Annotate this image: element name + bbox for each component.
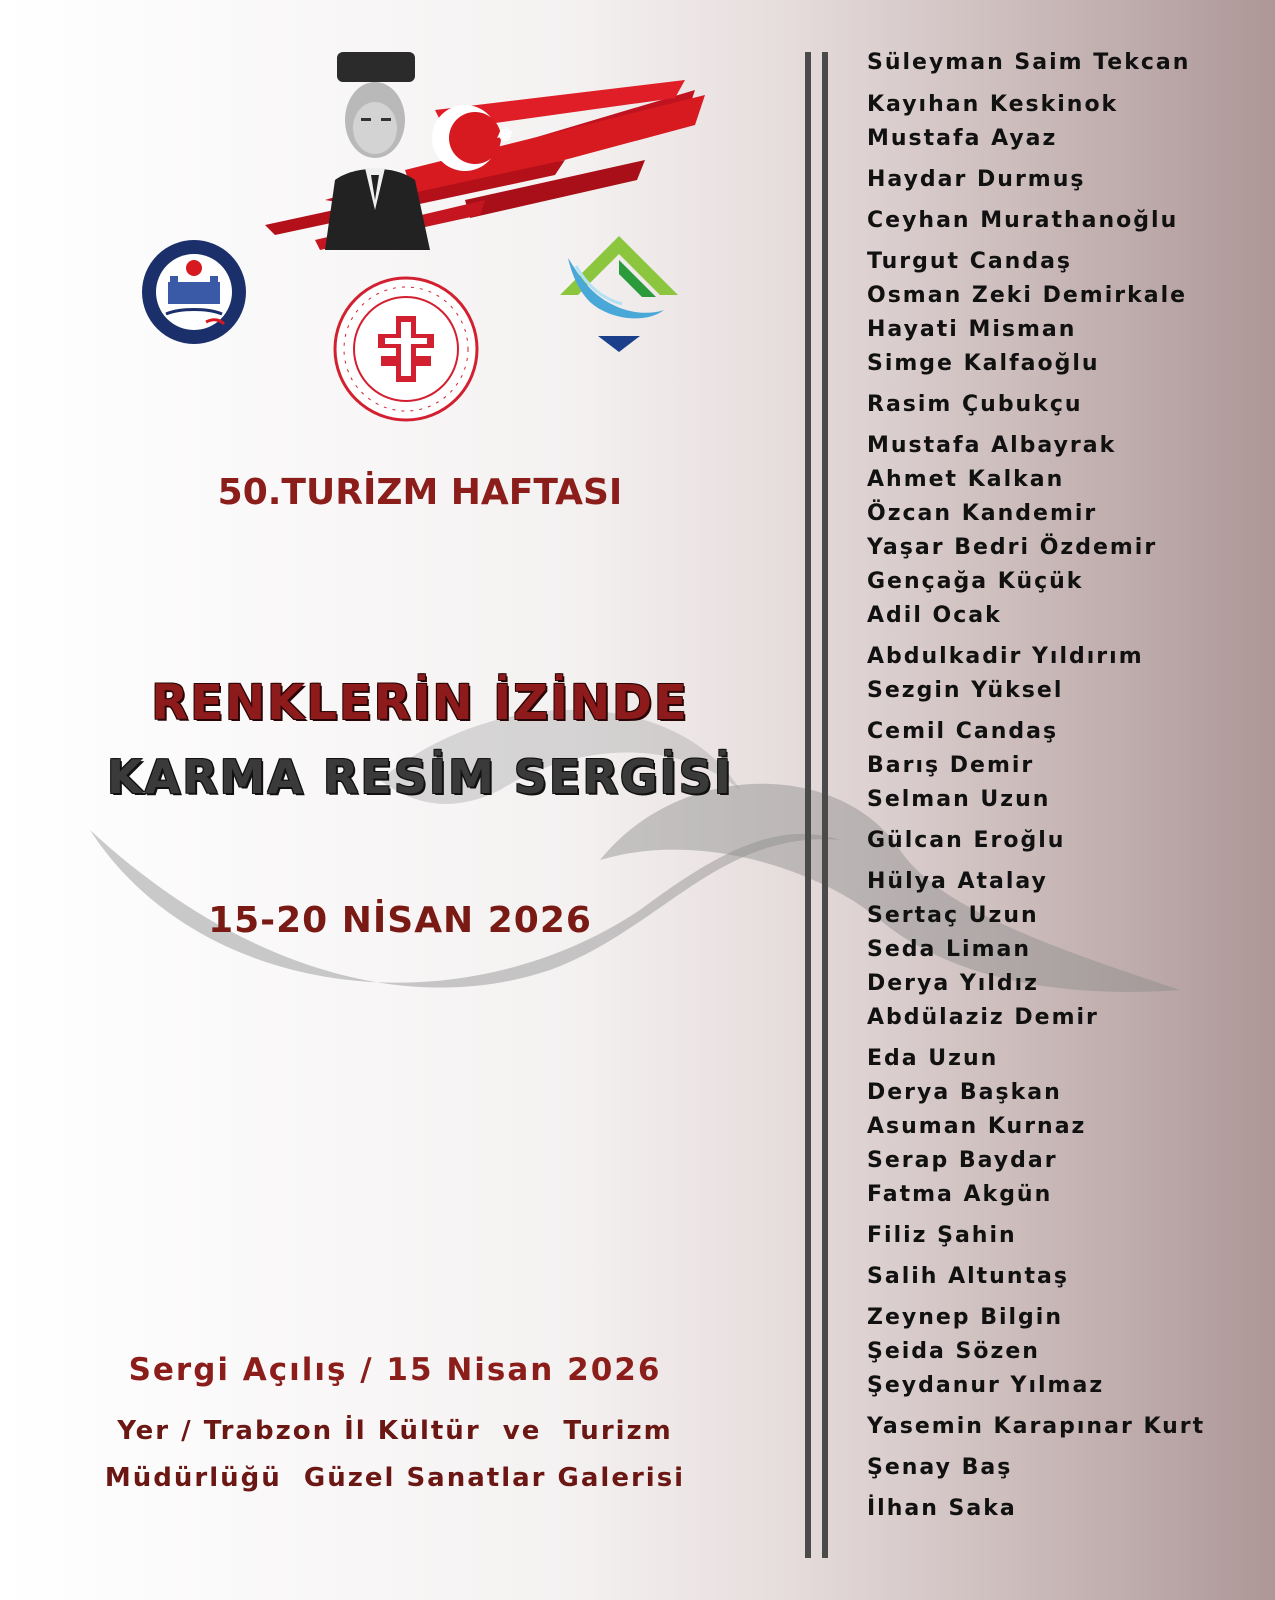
artist-name: Şenay Baş xyxy=(867,1455,1013,1480)
artist-name: Mustafa Albayrak xyxy=(867,433,1117,458)
opening-info: Sergi Açılış / 15 Nisan 2026 xyxy=(128,1352,662,1388)
valilik-seal-icon xyxy=(140,238,248,346)
karadeniz-plastik-sanatlar-dernegi-logo xyxy=(560,236,678,354)
artist-name: Derya Yıldız xyxy=(867,971,1039,996)
artist-name: Eda Uzun xyxy=(867,1046,999,1071)
dernek-logo-icon xyxy=(560,236,678,354)
artist-name: Zeynep Bilgin xyxy=(867,1305,1064,1330)
artist-name: Sertaç Uzun xyxy=(867,903,1039,928)
artist-name: Şeida Sözen xyxy=(867,1339,1040,1364)
kultur-turizm-bakanligi-logo xyxy=(333,276,479,422)
exhibition-title-line1: RENKLERİN İZİNDE xyxy=(151,675,689,731)
artist-name: Barış Demir xyxy=(867,753,1035,778)
divider-line xyxy=(805,52,811,1558)
artist-name: İlhan Saka xyxy=(867,1496,1017,1521)
artist-name: Serap Baydar xyxy=(867,1148,1058,1173)
venue-line2: Müdürlüğü Güzel Sanatlar Galerisi xyxy=(104,1463,686,1493)
venue-line1: Yer / Trabzon İl Kültür ve Turizm xyxy=(117,1416,673,1446)
artist-name: Yasemin Karapınar Kurt xyxy=(867,1414,1206,1439)
artist-name: Gençağa Küçük xyxy=(867,569,1084,594)
artist-name: Şeydanur Yılmaz xyxy=(867,1373,1105,1398)
artist-name: Kayıhan Keskinok xyxy=(867,92,1119,117)
exhibition-title-line2: KARMA RESİM SERGİSİ xyxy=(106,750,734,804)
exhibition-dates: 15-20 NİSAN 2026 xyxy=(208,900,592,941)
artist-name: Yaşar Bedri Özdemir xyxy=(867,535,1158,560)
ataturk-flag-illustration xyxy=(265,50,715,250)
artist-name: Hülya Atalay xyxy=(867,869,1048,894)
artist-name: Osman Zeki Demirkale xyxy=(867,283,1188,308)
artist-name: Salih Altuntaş xyxy=(867,1264,1069,1289)
artist-name: Adil Ocak xyxy=(867,603,1002,628)
artist-name: Mustafa Ayaz xyxy=(867,126,1058,151)
artist-name: Fatma Akgün xyxy=(867,1182,1053,1207)
artist-name: Abdulkadir Yıldırım xyxy=(867,644,1144,669)
artist-name: Selman Uzun xyxy=(867,787,1051,812)
artist-name: Haydar Durmuş xyxy=(867,167,1086,192)
artist-name: Asuman Kurnaz xyxy=(867,1114,1087,1139)
artist-name: Abdülaziz Demir xyxy=(867,1005,1099,1030)
artist-name: Hayati Misman xyxy=(867,317,1077,342)
bakanlik-seal-icon xyxy=(333,276,479,422)
artist-name: Ahmet Kalkan xyxy=(867,467,1065,492)
trabzon-valiligi-logo xyxy=(140,238,248,346)
artist-name: Derya Başkan xyxy=(867,1080,1062,1105)
artist-name: Gülcan Eroğlu xyxy=(867,828,1066,853)
artist-name: Cemil Candaş xyxy=(867,719,1059,744)
ataturk-portrait xyxy=(325,52,430,250)
artist-name: Süleyman Saim Tekcan xyxy=(867,50,1191,75)
artist-name: Filiz Şahin xyxy=(867,1223,1017,1248)
artist-name: Rasim Çubukçu xyxy=(867,392,1083,417)
artist-name: Turgut Candaş xyxy=(867,249,1073,274)
divider-line xyxy=(822,52,828,1558)
artist-name: Ceyhan Murathanoğlu xyxy=(867,208,1179,233)
artist-name: Simge Kalfaoğlu xyxy=(867,351,1100,376)
event-label: 50.TURİZM HAFTASI xyxy=(217,472,623,513)
artist-name: Sezgin Yüksel xyxy=(867,678,1064,703)
artist-name: Seda Liman xyxy=(867,937,1032,962)
artist-name: Özcan Kandemir xyxy=(867,501,1098,526)
